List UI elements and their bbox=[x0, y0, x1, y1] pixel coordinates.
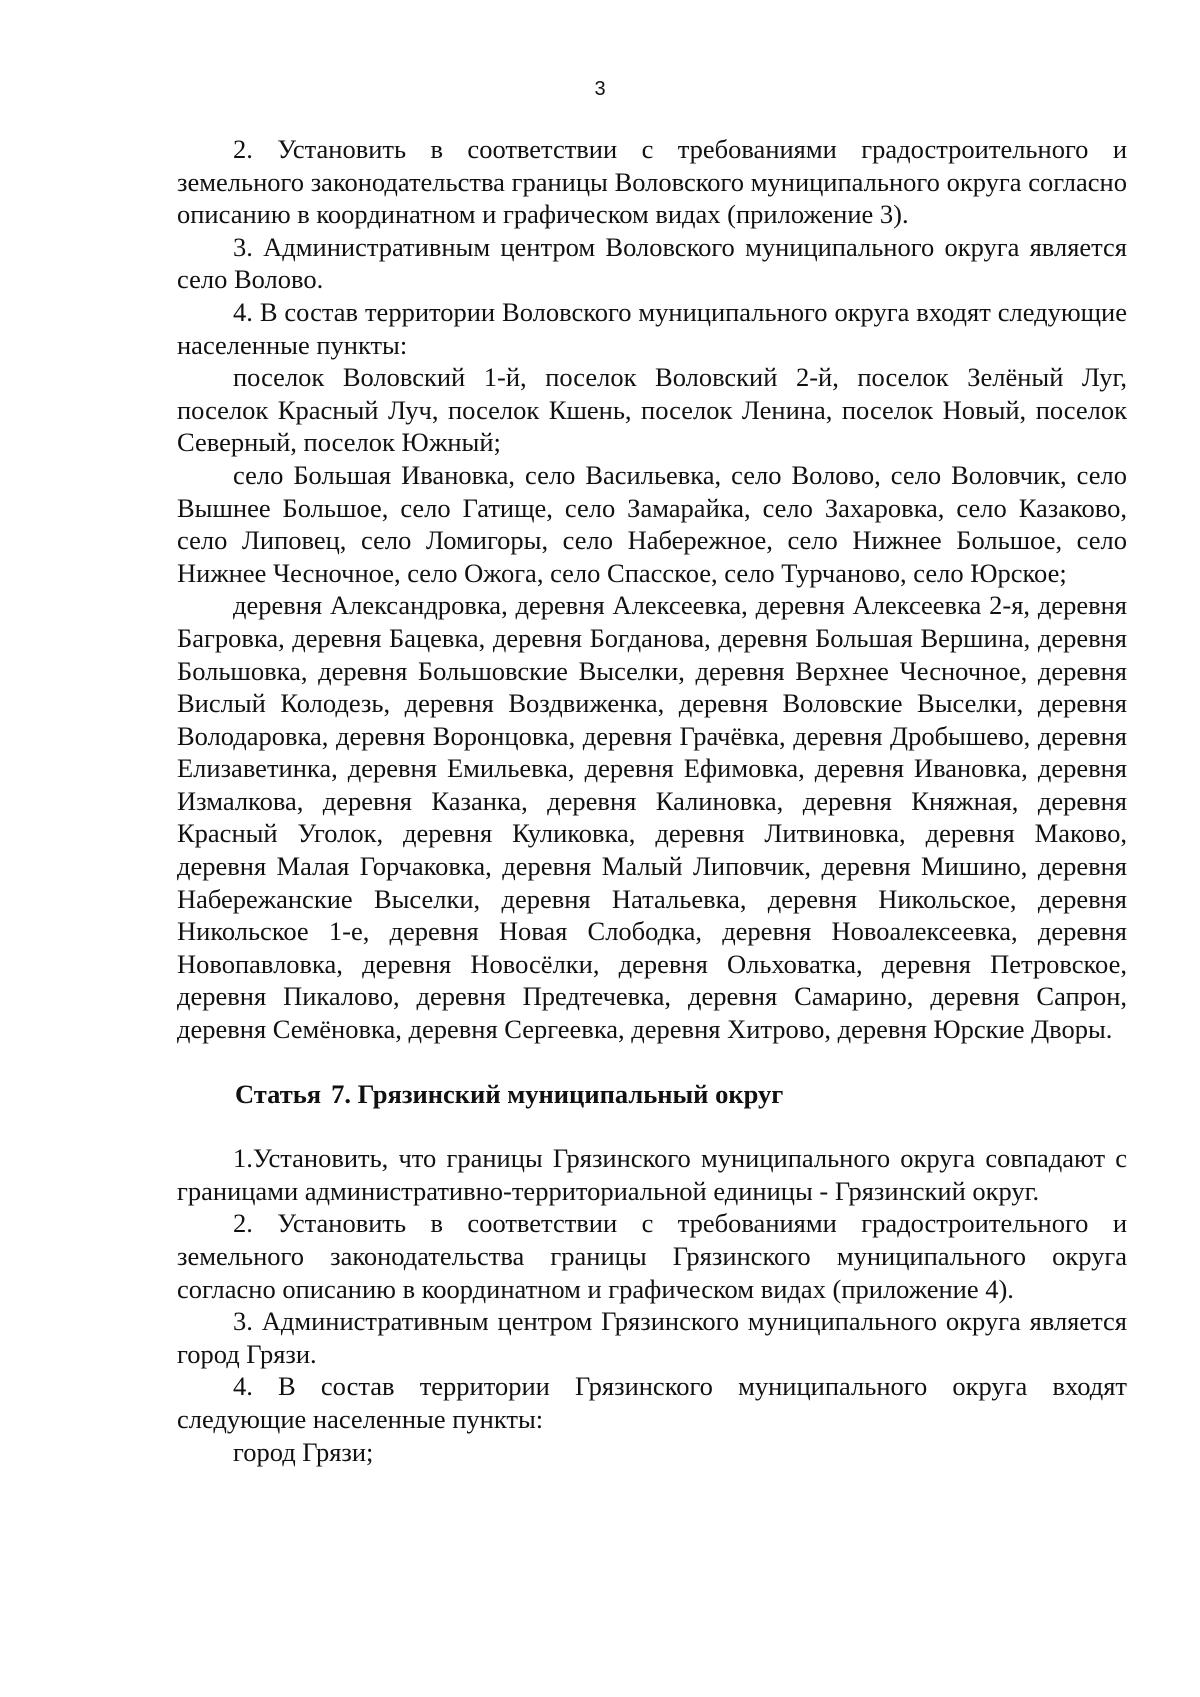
list-settlements-poselki: поселок Воловский 1-й, поселок Воловский 2-й, поселок Зелёный Луг, поселок Красный Луч, поселок Кшень, поселок Ленина, поселок Новый, поселок Северный, поселок Южный; bbox=[177, 362, 1127, 458]
document-body bbox=[177, 133, 1127, 1468]
paragraph-territory-volovsky: 4. В состав территории Воловского муниципального округа входят следующие населенные пункты: bbox=[177, 296, 1127, 360]
list-settlements-sela: село Большая Ивановка, село Васильевка, село Волово, село Воловчик, село Вышнее Большое, село Гатище, село Замарайка, село Захаровка, село Казаково, село Липовец, село Ломигоры, село Набережное, село Нижнее Большое, село Нижнее Чесночное, село Ожога, село Спасское, село Турчаново, село Юрское; bbox=[177, 459, 1127, 588]
page-number: 3 bbox=[594, 78, 606, 100]
article-heading bbox=[177, 1078, 1127, 1111]
paragraph-boundaries-match-gryazinsky: 1.Установить, что границы Грязинского муниципального округа совпадают с границами административно-территориальной единицы - Грязинский округ. bbox=[177, 1143, 1127, 1206]
article-number: 7. bbox=[331, 1078, 351, 1109]
paragraph-admin-center-gryazinsky: 3. Административным центром Грязинского муниципального округа является город Грязи. bbox=[177, 1306, 1127, 1369]
article-label: Статья bbox=[235, 1078, 322, 1109]
paragraph-boundaries-gryazinsky: 2. Установить в соответствии с требованиями градостроительного и земельного законодательства границы Грязинского муниципального округа согласно описанию в координатном и графическом видах (приложение 4). bbox=[177, 1208, 1127, 1304]
paragraph-admin-center-volovsky: 3. Административным центром Воловского муниципального округа является село Волово. bbox=[177, 231, 1127, 295]
list-settlements-goroda: город Грязи; bbox=[233, 1436, 374, 1467]
paragraph-territory-gryazinsky: 4. В состав территории Грязинского муниципального округа входят следующие населенные пункты: bbox=[177, 1371, 1127, 1434]
article-title: Грязинский муниципальный округ bbox=[357, 1078, 784, 1109]
paragraph-boundaries-volovsky: 2. Установить в соответствии с требованиями градостроительного и земельного законодательства границы Воловского муниципального округа согласно описанию в координатном и графическом видах (приложение 3). bbox=[177, 134, 1127, 230]
list-settlements-derevni: деревня Александровка, деревня Алексеевка, деревня Алексеевка 2-я, деревня Багровка, деревня Бацевка, деревня Богданова, деревня Большая Вершина, деревня Большовка, деревня Большовские Выселки, деревня Верхнее Чесночное, деревня Вислый Колодезь, деревня Воздвиженка, деревня Воловские Выселки, деревня Володаровка, деревня Воронцовка, деревня Грачёвка, деревня Дробышево, деревня Елизаветинка, деревня Емильевка, деревня Ефимовка, деревня Ивановка, деревня Измалкова, деревня Казанка, деревня Калиновка, деревня Княжная, деревня Красный Уголок, деревня Куликовка, деревня Литвиновка, деревня Маково, деревня Малая Горчаковка, деревня Малый Липовчик, деревня Мишино, деревня Набережанские Выселки, деревня Натальевка, деревня Никольское, деревня Никольское 1-е, деревня Новая Слободка, деревня Новоалексеевка, деревня Новопавловка, деревня Новосёлки, деревня Ольховатка, деревня Петровское, деревня Пикалово, деревня Предтечевка, деревня Самарино, деревня Сапрон, деревня Семёновка, деревня Сергеевка, деревня Хитрово, деревня Юрские Дворы. bbox=[177, 590, 1127, 1045]
